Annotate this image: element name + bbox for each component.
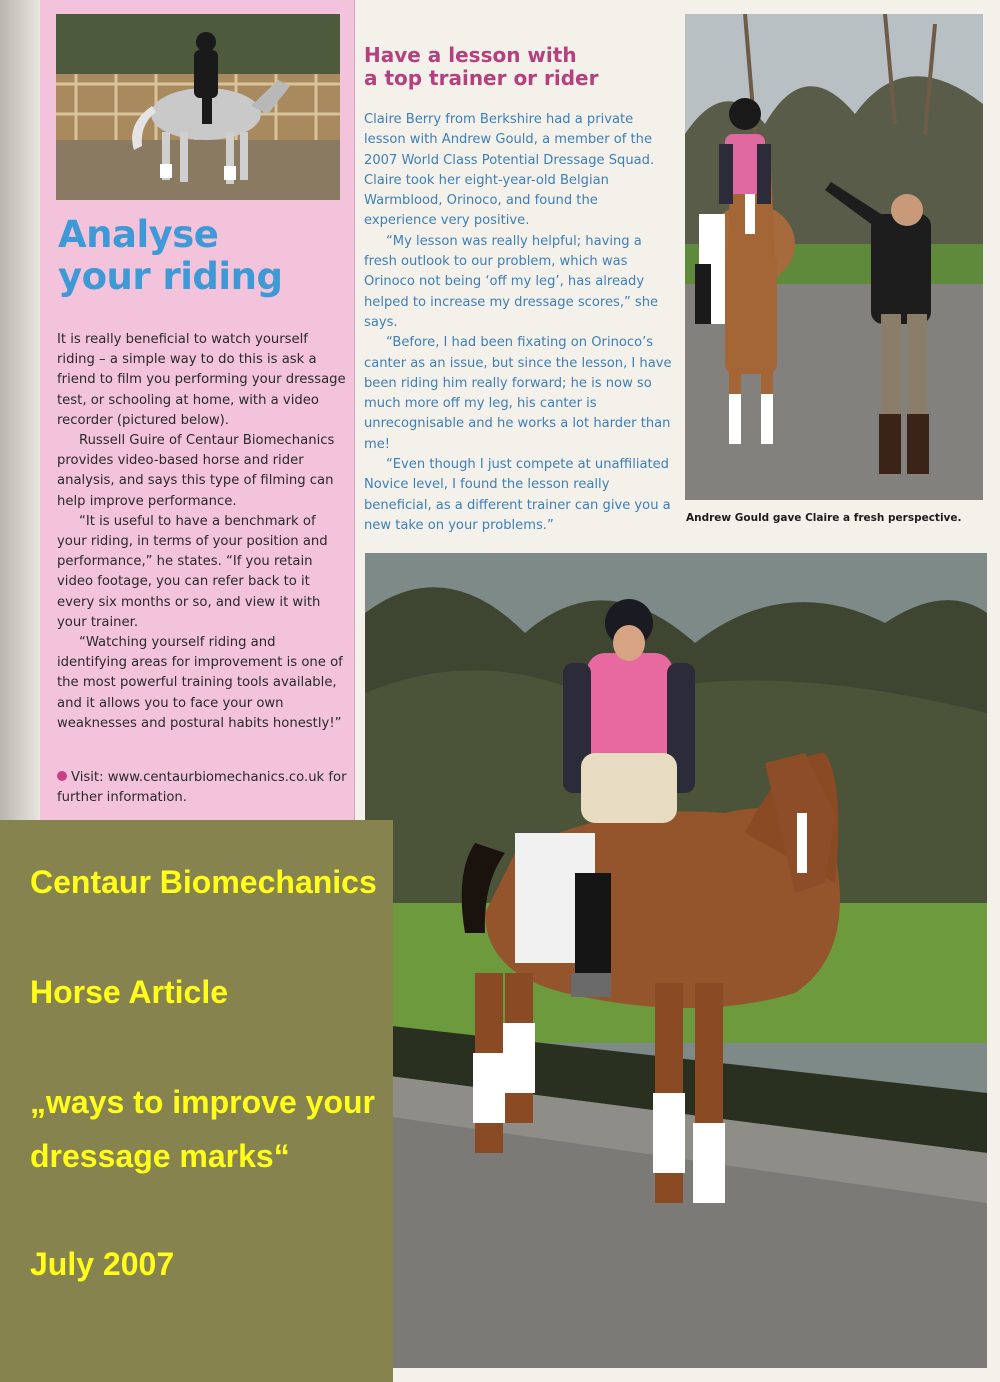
lesson-heading-line-2: a top trainer or rider [364,66,599,90]
headline-line-2: your riding [58,255,283,298]
lesson-trainer-photo [685,14,983,500]
overlay-company-name: Centaur Biomechanics [30,864,377,900]
right-body-text [364,110,674,536]
lesson-heading [364,44,684,90]
left-paragraph-3: “It is useful to have a benchmark of your riding, in terms of your position and performance,” he states. “If you retain video footage, you can refer back to it every six months or so, and view it with your trainer. [57,513,328,630]
main-bay-horse-photo [365,553,987,1368]
left-body-text [57,330,347,734]
overlay-article-type: Horse Article [30,974,228,1010]
headline-line-1: Analyse [58,213,219,256]
right-paragraph-4: “Even though I just compete at unaffiliated Novice level, I found the lesson really beneficial, as a different trainer can give you a new take on your problems.” [364,457,671,533]
left-paragraph-4: “Watching yourself riding and identifying areas for improvement is one of the most powerful training tools available, and it allows you to face your own weaknesses and postural habits honestly!” [57,635,343,731]
right-paragraph-2: “My lesson was really helpful; having a fresh outlook to our problem, which was Orinoco not being ‘off my leg’, has already helped to increase my dressage scores,” she says. [364,233,659,330]
lesson-heading-line-1: Have a lesson with [364,43,577,67]
grey-horse-photo [56,14,340,200]
right-paragraph-1: Claire Berry from Berkshire had a private lesson with Andrew Gould, a member of the 2007 World Class Potential Dressage Squad. Claire took her eight-year-old Belgian Warmblood, Orinoco, and found the experience very positive. [364,112,655,229]
visit-text: Visit: www.centaurbiomechanics.co.uk for further information. [57,770,347,806]
photo-caption: Andrew Gould gave Claire a fresh perspective. [686,512,962,524]
visit-website-note [57,768,347,809]
left-paragraph-2: Russell Guire of Centaur Biomechanics provides video-based horse and rider analysis, and says this type of filming can help improve performance. [57,433,335,509]
overlay-article-title-line-1: „ways to improve your [30,1084,375,1120]
analyse-your-riding-headline [58,214,348,298]
overlay-article-title-line-2: dressage marks“ [30,1138,290,1174]
bullet-dot-icon [57,771,67,781]
left-paragraph-1: It is really beneficial to watch yourself riding – a simple way to do this is ask a friend to film you performing your dressage test, or schooling at home, with a video recorder (pictured below). [57,332,346,428]
overlay-date: July 2007 [30,1246,175,1282]
article-info-overlay [0,820,393,1382]
right-paragraph-3: “Before, I had been fixating on Orinoco’s canter as an issue, but since the lesson, I have been riding him really forward; he is now so much more off my leg, his canter is unrecognisable and he works a lot harder than me! [364,335,672,452]
